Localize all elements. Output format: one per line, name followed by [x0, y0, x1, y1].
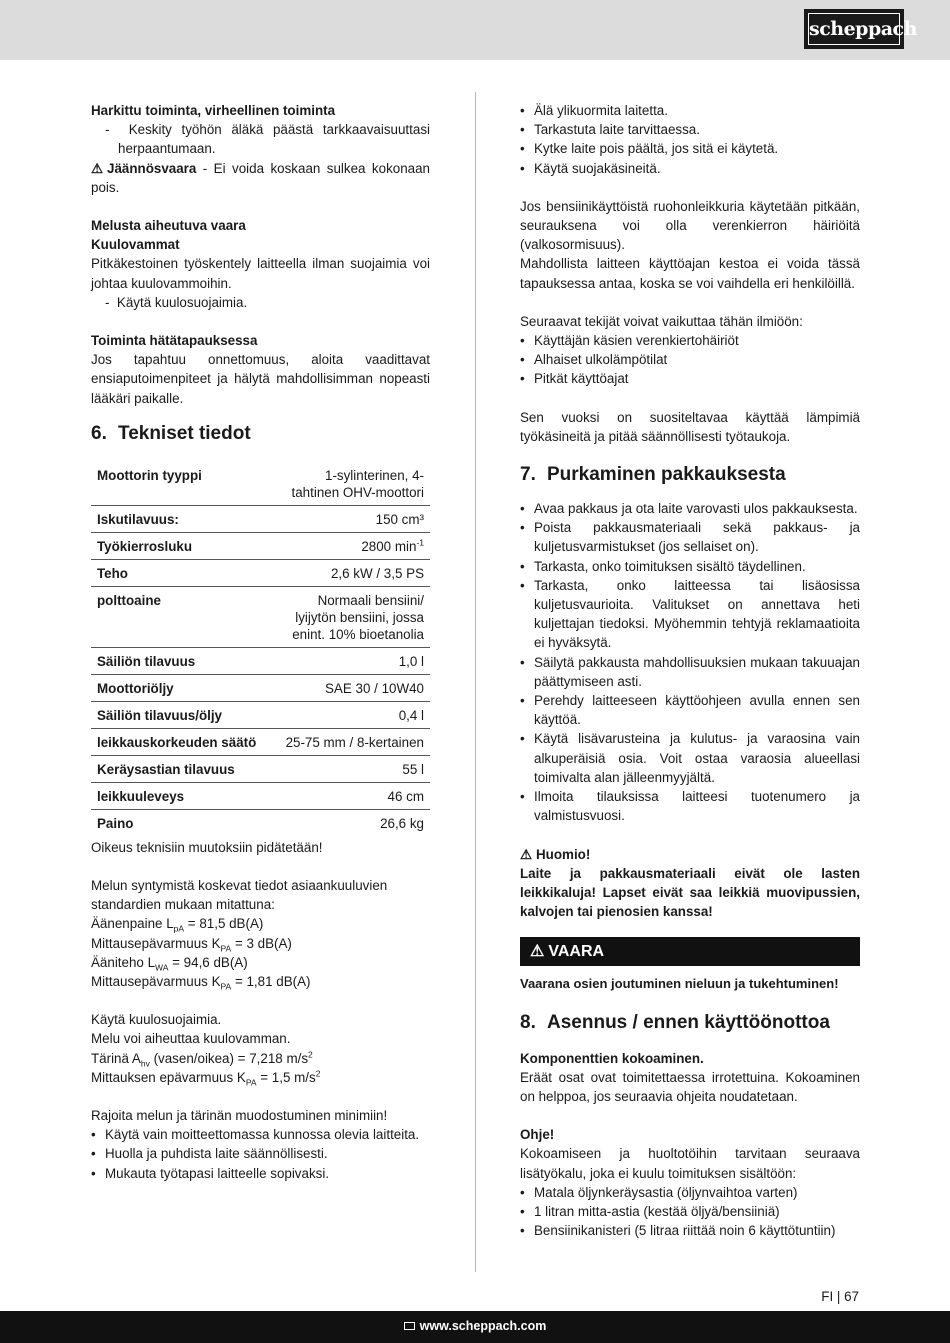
section-title-noise-hazard: Melusta aiheutuva vaara	[91, 218, 246, 234]
spec-row	[91, 532, 430, 559]
header-bar	[0, 0, 950, 60]
assembly-title: Komponenttien kokoaminen.	[520, 1050, 704, 1066]
vibration-line-3: Tärinä $A_{hv}$ (vasen/oikea) = 7,218 $m/s^2$	[91, 1049, 313, 1069]
noise-line-uncertainty-1: Mittausepävarmuus $K_{PA} = 3$ dB(A)	[91, 935, 292, 954]
warning-triangle-icon: ⚠	[91, 160, 104, 176]
spec-value: 150 cm³	[277, 505, 430, 532]
unpack-list	[520, 499, 860, 825]
list-item: • Poista pakkausmateriaali sekä pakkaus- ja kuljetusvarmistukset (jos sellaiset on).	[520, 518, 860, 556]
dash-item-ear-protection: - Käytä kuulosuojaimia.	[105, 294, 248, 310]
section-subtitle-hearing: Kuulovammat	[91, 237, 180, 253]
residual-risk-text: - Ei voida koskaan sulkea kokonaan pois.	[91, 160, 430, 195]
spec-key: Teho	[91, 559, 277, 586]
noise-line-sound-power: Ääniteho $L_{WA} = 94,6$ dB(A)	[91, 954, 248, 973]
heading-assembly: 8. Asennus / ennen käyttöönottoa	[520, 1011, 830, 1033]
list-item: • Perehdy laitteeseen käyttöohjeen avulla ennen sen käyttöä.	[520, 691, 860, 729]
spec-table	[91, 462, 430, 836]
spec-row	[91, 586, 430, 647]
spec-value: 1-sylinterinen, 4-tahtinen OHV-moottori	[277, 462, 430, 506]
hearing-damage-text: Pitkäkestoinen työskentely laitteella ilman suojaimia voi johtaa kuulovammoihin.	[91, 256, 430, 291]
spec-value: SAE 30 / 10W40	[277, 674, 430, 701]
spec-row	[91, 728, 430, 755]
spec-value: 25-75 mm / 8-kertainen	[277, 728, 430, 755]
note-text: Kokoamiseen ja huoltotöihin tarvitaan seuraava lisätyökalu, joka ei kuulu toimituksen sisältöön:	[520, 1146, 860, 1181]
right-column	[520, 101, 860, 1240]
tools-list	[520, 1183, 860, 1241]
spec-value: 26,6 kg	[380, 815, 424, 831]
spec-row	[91, 674, 430, 701]
spec-key: leikkauskorkeuden säätö	[91, 728, 277, 755]
footer-url[interactable]: www.scheppach.com	[419, 1319, 547, 1333]
list-item: • Säilytä pakkausta mahdollisuuksien mukaan takuuajan päättymiseen asti.	[520, 653, 860, 691]
list-item: • Ilmoita tilauksissa laitteesi tuotenumero ja valmistusvuosi.	[520, 787, 860, 825]
spec-row	[91, 809, 430, 836]
list-item: • Matala öljynkeräysastia (öljynvaihtoa varten)	[520, 1183, 860, 1202]
notice-text: Laite ja pakkausmateriaali eivät ole lasten leikkikaluja! Lapset eivät saa leikkiä muovipussien, kalvojen tai pienosien kanssa!	[520, 865, 860, 920]
list-item: • Tarkasta, onko toimituksen sisältö täydellinen.	[520, 557, 860, 576]
spec-value: 55 l	[277, 755, 430, 782]
list-item: • Tarkasta, onko laitteessa tai lisäosissa kuljetusvaurioita. Valitukset on annettava heti kuljettajan tiedoksi. Myöhemmin tehtyjä reklamaatioita ei hyväksytä.	[520, 576, 860, 653]
spec-key: Työkierrosluku	[91, 532, 277, 559]
spec-row	[91, 462, 430, 506]
vibration-line-1: Käytä kuulosuojaimia.	[91, 1012, 222, 1028]
factors-intro: Seuraavat tekijät voivat vaikuttaa tähän ilmiöön:	[520, 313, 803, 329]
list-item: • Älä ylikuormita laitetta.	[520, 101, 860, 120]
list-item: • Bensiinikanisteri (5 litraa riittää noin 6 käyttötuntiin)	[520, 1221, 860, 1240]
spec-row	[91, 647, 430, 674]
heading-unpacking: 7. Purkaminen pakkauksesta	[520, 464, 786, 486]
spec-value: 2,6 kW / 3,5 PS	[277, 559, 430, 586]
brand-logo	[804, 9, 917, 49]
emergency-text: Jos tapahtuu onnettomuus, aloita vaadittavat ensiaputoimenpiteet ja hälytä mahdollisimman nopeasti lääkäri paikalle.	[91, 352, 430, 406]
residual-risk-note	[91, 159, 430, 197]
noise-line-uncertainty-2: Mittausepävarmuus $K_{PA} = 1,81$ dB(A)	[91, 974, 311, 992]
minimize-list	[91, 1125, 430, 1183]
column-divider	[475, 92, 476, 1272]
list-item: • Alhaiset ulkolämpötilat	[520, 350, 860, 369]
spec-key: Säiliön tilavuus	[91, 647, 277, 674]
spec-key: Iskutilavuus:	[91, 505, 277, 532]
list-item: • Käytä lisävarusteina ja kulutus- ja varaosina vain alkuperäisiä osia. Voit ostaa varaosia alueellasi toimivalta alan jälleenmyyjältä.	[520, 729, 860, 787]
spec-value: 0,4 l	[277, 701, 430, 728]
duration-text: Mahdollista laitteen käyttöajan kestoa ei voida tässä tapauksessa antaa, koska se voi vaihdella eri henkilöillä.	[520, 256, 860, 291]
spec-row	[91, 782, 430, 809]
spec-key: polttoaine	[91, 586, 277, 647]
brand-logo-text: scheppach	[808, 13, 900, 45]
heading-technical-data: 6. Tekniset tiedot	[91, 422, 251, 444]
danger-banner: ⚠ VAARA	[520, 937, 860, 966]
noise-intro: Melun syntymistä koskevat tiedot asiaankuuluvien standardien mukaan mitattuna:	[91, 878, 388, 913]
spec-key: Moottoriöljy	[91, 674, 277, 701]
residual-risk-label: Jäännösvaara	[107, 160, 197, 176]
spec-key: leikkuuleveys	[91, 782, 277, 809]
white-finger-text: Jos bensiinikäyttöistä ruohonleikkuria käytetään pitkään, seurauksena voi olla verenkierron häiriöitä (valkosormisuus).	[520, 198, 860, 253]
spec-value: Normaali bensiini/ lyijytön bensiini, jossa enint. 10% bioetanolia	[277, 586, 430, 647]
dash-item-focus: - Keskity työhön äläkä päästä tarkkaavaisuuttasi herpaantumaan.	[105, 122, 430, 157]
recommendation-text: Sen vuoksi on suositeltavaa käyttää lämpimiä työkäsineitä ja pitää säännöllisesti työtaukoja.	[520, 409, 860, 444]
list-item: • Huolla ja puhdista laite säännöllisesti.	[91, 1144, 430, 1163]
spec-key: Paino	[97, 815, 134, 831]
page-number: FI | 67	[821, 1289, 859, 1304]
section-title-careful-operation: Harkittu toiminta, virheellinen toiminta	[91, 103, 336, 118]
danger-text: Vaarana osien joutuminen nieluun ja tukehtuminen!	[520, 976, 839, 992]
list-item: • Pitkät käyttöajat	[520, 369, 860, 388]
spec-row	[91, 505, 430, 532]
vibration-line-2: Melu voi aiheuttaa kuulovamman.	[91, 1031, 291, 1047]
list-item: • Tarkastuta laite tarvittaessa.	[520, 120, 860, 139]
monitor-icon	[404, 1322, 415, 1330]
minimize-title: Rajoita melun ja tärinän muodostuminen minimiin!	[91, 1108, 388, 1124]
spec-key: Keräysastian tilavuus	[91, 755, 277, 782]
list-item: • Käytä vain moitteettomassa kunnossa olevia laitteita.	[91, 1125, 430, 1144]
spec-key: Säiliön tilavuus/öljy	[91, 701, 277, 728]
spec-row	[91, 755, 430, 782]
spec-note: Oikeus teknisiin muutoksiin pidätetään!	[91, 839, 323, 855]
list-item: • Kytke laite pois päältä, jos sitä ei käytetä.	[520, 139, 860, 158]
spec-value: 1,0 l	[277, 647, 430, 674]
vibration-line-4: Mittauksen epävarmuus $K_{PA} = 1,5$ $m/s^2$	[91, 1068, 321, 1088]
warning-triangle-icon: ⚠	[520, 846, 533, 862]
spec-value: 46 cm	[277, 782, 430, 809]
section-title-emergency: Toiminta hätätapauksessa	[91, 333, 258, 349]
left-column	[91, 101, 430, 1183]
spec-value: 2800 $\min^{-1}$	[277, 532, 430, 559]
list-item: • 1 litran mitta-astia (kestää öljyä/bensiiniä)	[520, 1202, 860, 1221]
warning-triangle-icon: ⚠	[530, 943, 545, 961]
list-item: • Avaa pakkaus ja ota laite varovasti ulos pakkauksesta.	[520, 499, 860, 518]
notice-title: ⚠ Huomio!	[520, 845, 860, 864]
noise-line-sound-pressure: Äänenpaine $L_{pA} = 81,5$ dB(A)	[91, 916, 264, 935]
assembly-text: Eräät osat ovat toimitettaessa irrotettuina. Kokoaminen on helppoa, jos seuraavia ohjeita noudatetaan.	[520, 1069, 860, 1104]
top-list	[520, 101, 860, 178]
note-title: Ohje!	[520, 1127, 555, 1143]
list-item: • Käytä suojakäsineitä.	[520, 159, 860, 178]
spec-row	[91, 701, 430, 728]
spec-key: Moottorin tyyppi	[91, 462, 277, 506]
list-item: • Käyttäjän käsien verenkiertohäiriöt	[520, 331, 860, 350]
list-item: • Mukauta työtapasi laitteelle sopivaksi.	[91, 1164, 430, 1183]
factors-list	[520, 331, 860, 389]
spec-row	[91, 559, 430, 586]
footer-bar	[0, 1311, 950, 1343]
